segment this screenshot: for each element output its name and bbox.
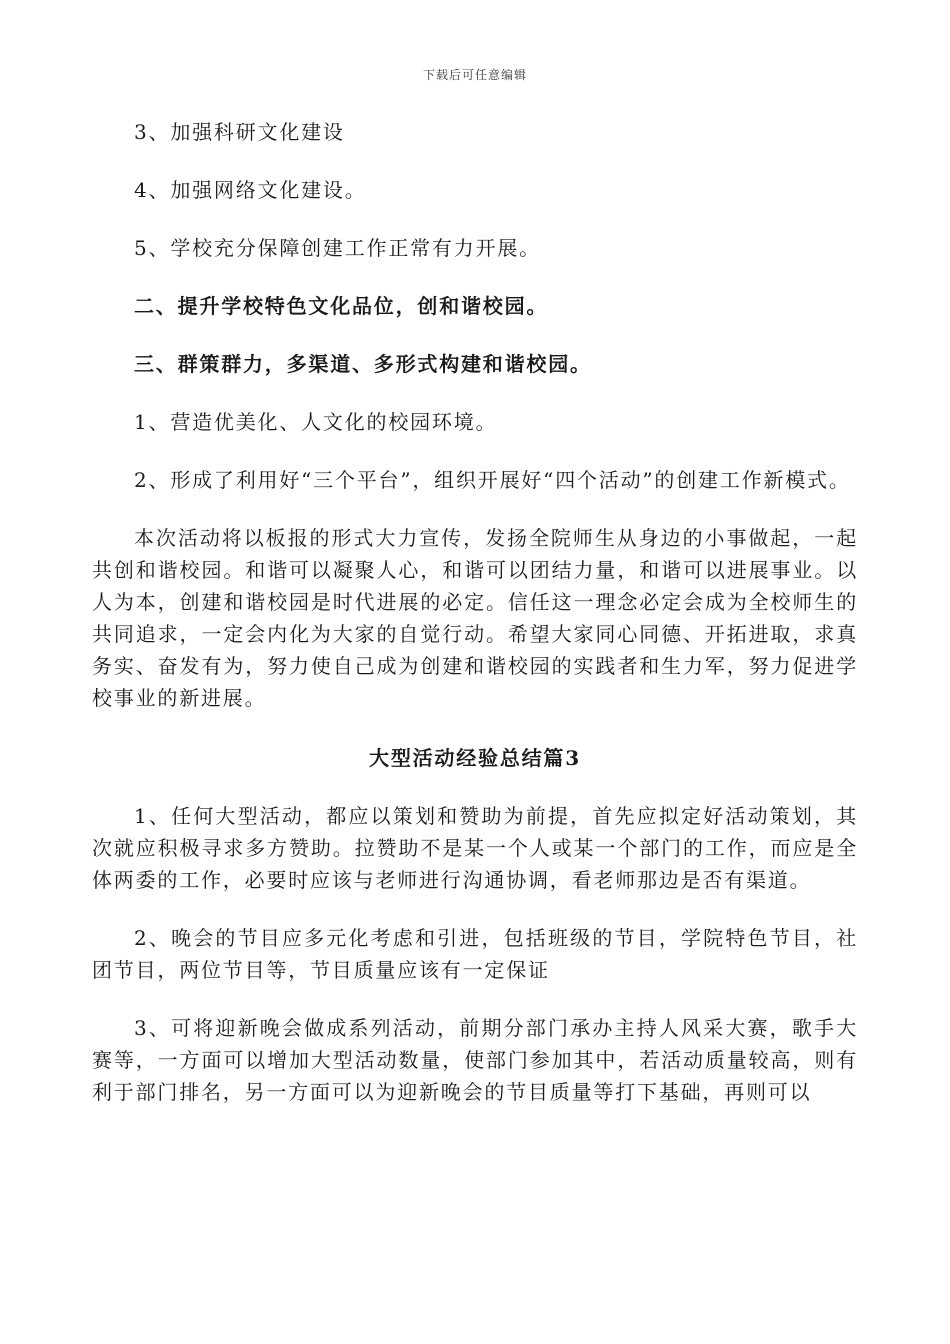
- document-body: [92, 116, 858, 1134]
- list-item: 3、加强科研文化建设: [134, 120, 345, 144]
- list-item: 4、加强网络文化建设。: [134, 178, 367, 202]
- list-item: 1、营造优美化、人文化的校园环境。: [134, 410, 498, 434]
- section-heading: 二、提升学校特色文化品位，创和谐校园。: [134, 294, 549, 318]
- list-item: 2、形成了利用好“三个平台”，组织开展好“四个活动”的创建工作新模式。: [134, 468, 851, 492]
- body-paragraph: 1、任何大型活动，都应以策划和赞助为前提，首先应拟定好活动策划，其次就应积极寻求多方赞助。拉赞助不是某一个人或某一个部门的工作，而应是全体两委的工作，必要时应该与老师进行沟通协调，看老师那边是否有渠道。: [92, 804, 858, 892]
- list-item: 5、学校充分保障创建工作正常有力开展。: [134, 236, 541, 260]
- body-paragraph: 3、可将迎新晚会做成系列活动，前期分部门承办主持人风采大赛，歌手大赛等，一方面可以增加大型活动数量，使部门参加其中，若活动质量较高，则有利于部门排名，另一方面可以为迎新晚会的节目质量等打下基础，再则可以: [92, 1016, 858, 1104]
- section-heading: 三、群策群力，多渠道、多形式构建和谐校园。: [134, 352, 592, 376]
- section-title: 大型活动经验总结篇3: [369, 746, 581, 770]
- page-header: 下载后可任意编辑: [422, 68, 527, 82]
- body-paragraph: 2、晚会的节目应多元化考虑和引进，包括班级的节目，学院特色节目，社团节目，两位节目等，节目质量应该有一定保证: [92, 926, 858, 982]
- closing-paragraph: 本次活动将以板报的形式大力宣传，发扬全院师生从身边的小事做起，一起共创和谐校园。和谐可以凝聚人心，和谐可以团结力量，和谐可以进展事业。以人为本，创建和谐校园是时代进展的必定。信任这一理念必定会成为全校师生的共同追求，一定会内化为大家的自觉行动。希望大家同心同德、开拓进取，求真务实、奋发有为，努力使自己成为创建和谐校园的实践者和生力军，努力促进学校事业的新进展。: [92, 526, 858, 710]
